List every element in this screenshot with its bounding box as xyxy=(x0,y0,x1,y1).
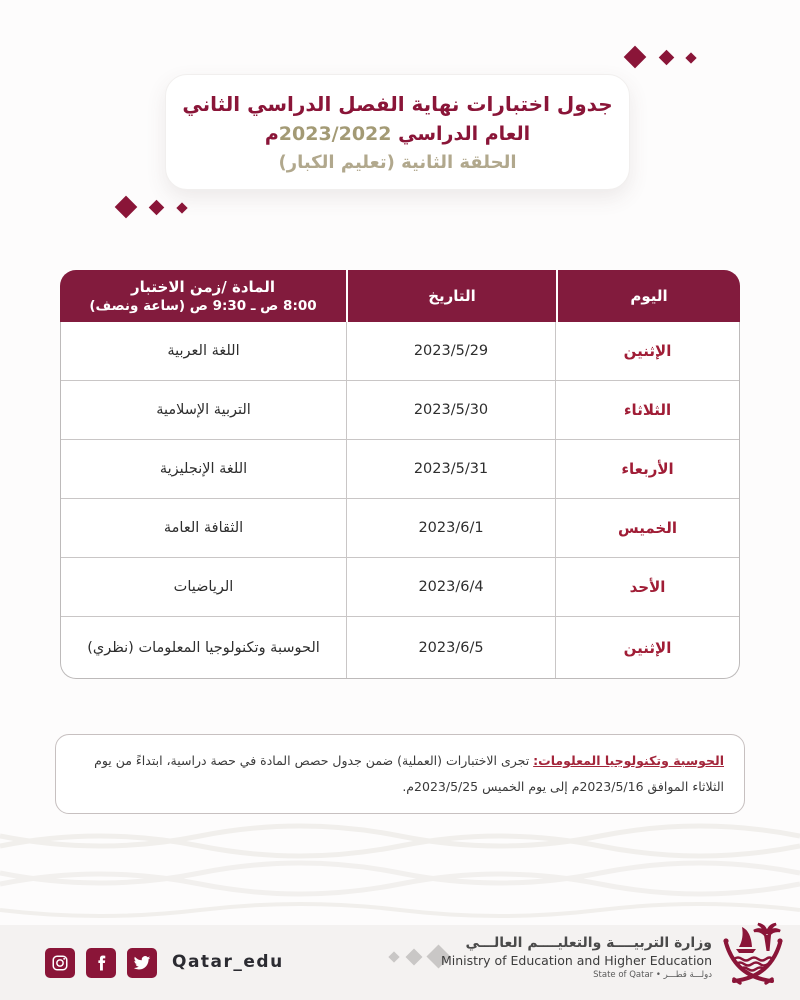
decor-diamond-medium xyxy=(659,50,675,66)
cell-subject: اللغة الإنجليزية xyxy=(159,461,248,477)
stage-subtitle: الحلقة الثانية (تعليم الكبار) xyxy=(278,151,517,173)
cell-date: 2023/5/30 xyxy=(346,381,556,439)
qatar-emblem-icon xyxy=(722,913,784,989)
ministry-name-english: Ministry of Education and Higher Education xyxy=(440,953,712,968)
cell-subject: التربية الإسلامية xyxy=(156,402,251,418)
exam-schedule-table xyxy=(60,270,740,679)
decor-diamond-large xyxy=(624,46,647,69)
decor-diamond-small xyxy=(685,52,696,63)
social-links xyxy=(45,948,157,978)
social-handle: Qatar_edu xyxy=(172,952,284,972)
cell-date: 2023/5/29 xyxy=(346,322,556,380)
footer-diamond-medium xyxy=(406,949,423,966)
ministry-name-arabic: وزارة التربيــــة والتعليــــم العالـــي xyxy=(465,935,712,951)
footnote-label: الحوسبة وتكنولوجيا المعلومات: xyxy=(533,753,724,768)
header-date: التاريخ xyxy=(346,270,556,322)
header-subject-time xyxy=(60,270,346,322)
table-row xyxy=(61,617,739,678)
table-row xyxy=(61,322,739,381)
cell-day: الإثنين xyxy=(623,638,672,657)
cell-date: 2023/6/1 xyxy=(346,499,556,557)
instagram-icon[interactable] xyxy=(45,948,75,978)
cell-day: الخميس xyxy=(618,519,677,537)
cell-date: 2023/6/5 xyxy=(346,617,556,678)
facebook-icon[interactable] xyxy=(86,948,116,978)
ministry-identity xyxy=(441,935,712,980)
state-of-qatar-label: دولـــة قطـــر • State of Qatar xyxy=(593,970,712,980)
academic-year-suffix: م xyxy=(264,122,279,145)
cell-date: 2023/5/31 xyxy=(346,440,556,498)
header-subject-line2: 8:00 ص ـ 9:30 ص (ساعة ونصف) xyxy=(89,298,317,315)
academic-year-value: 2023/2022 xyxy=(278,122,392,145)
table-body xyxy=(60,322,740,679)
cell-subject: الثقافة العامة xyxy=(163,520,244,536)
footer-diamond-small xyxy=(388,951,399,962)
title-card xyxy=(165,74,630,190)
footnote-box xyxy=(55,734,745,814)
decor-diamond-medium xyxy=(149,200,165,216)
twitter-icon[interactable] xyxy=(127,948,157,978)
academic-year-prefix: العام الدراسي xyxy=(391,122,531,145)
table-row xyxy=(61,499,739,558)
background-wave-pattern xyxy=(0,818,800,928)
academic-year-line xyxy=(265,123,530,145)
footer-bar xyxy=(0,925,800,1000)
cell-date: 2023/6/4 xyxy=(346,558,556,616)
header-day: اليوم xyxy=(556,270,740,322)
table-row xyxy=(61,440,739,499)
decor-diamond-large xyxy=(115,196,138,219)
decor-diamond-small xyxy=(176,202,187,213)
cell-day: الأربعاء xyxy=(621,460,674,478)
table-header-row xyxy=(60,270,740,322)
cell-day: الثلاثاء xyxy=(623,401,672,419)
cell-subject: اللغة العربية xyxy=(167,343,240,359)
schedule-title: جدول اختبارات نهاية الفصل الدراسي الثاني xyxy=(182,91,613,116)
cell-day: الأحد xyxy=(629,578,666,596)
cell-subject: الحوسبة وتكنولوجيا المعلومات (نظري) xyxy=(87,639,320,656)
header-subject-line1: المادة /زمن الاختبار xyxy=(131,277,275,296)
footnote-text: تجرى الاختبارات (العملية) ضمن جدول حصص المادة في حصة دراسية، ابتداءً من يوم الثلاثاء الموافق 2023/5/16م إلى يوم الخميس 2023/5/25م. xyxy=(94,753,724,795)
table-row xyxy=(61,381,739,440)
table-row xyxy=(61,558,739,617)
cell-subject: الرياضيات xyxy=(173,579,234,595)
cell-day: الإثنين xyxy=(623,342,672,360)
